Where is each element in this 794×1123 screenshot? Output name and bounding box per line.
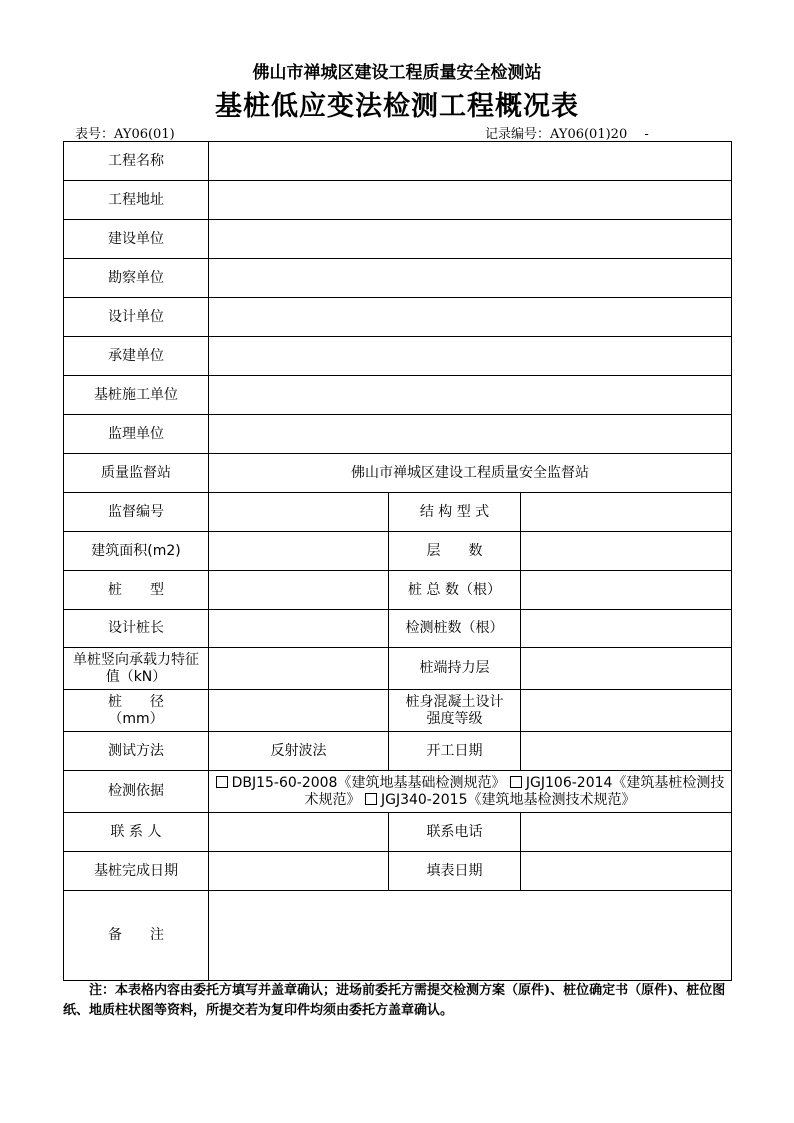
field-project-name[interactable]: [209, 142, 732, 181]
label-concrete-grade-line2: 强度等级: [426, 710, 483, 727]
label-design-length: 设计桩长: [64, 610, 209, 648]
project-overview-table: [63, 141, 732, 981]
label-project-name: 工程名称: [64, 142, 209, 181]
label-contractor: 承建单位: [64, 337, 209, 376]
field-pile-diameter[interactable]: [209, 690, 389, 732]
label-quality-station: 质量监督站: [64, 454, 209, 493]
value-quality-station: 佛山市禅城区建设工程质量安全监督站: [209, 454, 732, 493]
field-supervision-unit[interactable]: [209, 415, 732, 454]
field-structure-type[interactable]: [521, 493, 732, 532]
label-supervision-no: 监督编号: [64, 493, 209, 532]
label-concrete-grade-line1: 桩身混凝土设计: [405, 693, 504, 710]
label-pile-diameter-line1: 桩 径: [108, 693, 164, 710]
value-test-method: 反射波法: [209, 732, 389, 771]
field-completion-date[interactable]: [209, 852, 389, 891]
label-test-basis: 检测依据: [64, 771, 209, 813]
field-remarks[interactable]: [209, 891, 732, 981]
label-total-piles: 桩 总 数（根）: [389, 571, 521, 610]
label-test-method: 测试方法: [64, 732, 209, 771]
standard-jgj340-label: JGJ340-2015《建筑地基检测技术规范》: [380, 791, 636, 808]
field-pile-type[interactable]: [209, 571, 389, 610]
field-bearing-layer[interactable]: [521, 648, 732, 690]
footnote: 注：本表格内容由委托方填写并盖章确认；进场前委托方需提交检测方案（原件)、桩位确定书（原件)、桩位图纸、地质柱状图等资料，所提交若为复印件均须由委托方盖章确认。: [63, 983, 726, 1018]
label-pile-contractor: 基桩施工单位: [64, 376, 209, 415]
standard-jgj106-checkbox[interactable]: [510, 776, 522, 788]
form-title: 基桩低应变法检测工程概况表: [215, 91, 579, 122]
field-total-piles[interactable]: [521, 571, 732, 610]
standard-jgj106-label: JGJ106-2014《建筑基桩检测技术规范》: [304, 774, 725, 808]
label-project-address: 工程地址: [64, 181, 209, 220]
field-concrete-grade[interactable]: [521, 690, 732, 732]
label-tested-piles: 检测桩数（根）: [389, 610, 521, 648]
field-start-date[interactable]: [521, 732, 732, 771]
label-concrete-grade: [389, 690, 521, 732]
field-pile-contractor[interactable]: [209, 376, 732, 415]
label-fill-date: 填表日期: [389, 852, 521, 891]
field-construction-unit[interactable]: [209, 220, 732, 259]
field-floor-area[interactable]: [209, 532, 389, 571]
standard-jgj340-checkbox[interactable]: [365, 793, 377, 805]
label-contact: 联 系 人: [64, 813, 209, 852]
label-bearing-layer: 桩端持力层: [389, 648, 521, 690]
label-supervision-unit: 监理单位: [64, 415, 209, 454]
label-completion-date: 基桩完成日期: [64, 852, 209, 891]
label-start-date: 开工日期: [389, 732, 521, 771]
field-contractor[interactable]: [209, 337, 732, 376]
label-floor-area: 建筑面积(m2): [64, 532, 209, 571]
label-design-unit: 设计单位: [64, 298, 209, 337]
label-pile-type: 桩 型: [64, 571, 209, 610]
field-contact[interactable]: [209, 813, 389, 852]
label-survey-unit: 勘察单位: [64, 259, 209, 298]
field-design-unit[interactable]: [209, 298, 732, 337]
organization-name: 佛山市禅城区建设工程质量安全检测站: [252, 63, 542, 83]
field-floors[interactable]: [521, 532, 732, 571]
label-pile-diameter: [64, 690, 209, 732]
label-construction-unit: 建设单位: [64, 220, 209, 259]
label-pile-diameter-line2: （mm）: [108, 710, 164, 727]
field-design-length[interactable]: [209, 610, 389, 648]
field-survey-unit[interactable]: [209, 259, 732, 298]
field-fill-date[interactable]: [521, 852, 732, 891]
field-project-address[interactable]: [209, 181, 732, 220]
field-contact-phone[interactable]: [521, 813, 732, 852]
standard-dbj15-checkbox[interactable]: [216, 776, 228, 788]
record-number: 记录编号：AY06(01)20 -: [485, 127, 649, 142]
label-contact-phone: 联系电话: [389, 813, 521, 852]
field-bearing-capacity[interactable]: [209, 648, 389, 690]
field-tested-piles[interactable]: [521, 610, 732, 648]
label-bearing-capacity: 单桩竖向承载力特征值（kN）: [64, 648, 209, 690]
label-remarks: 备 注: [64, 891, 209, 981]
test-basis-options: [209, 771, 732, 813]
form-number: 表号：AY06(01): [75, 127, 175, 142]
standard-dbj15-label: DBJ15-60-2008《建筑地基基础检测规范》: [231, 774, 506, 791]
label-floors: 层 数: [389, 532, 521, 571]
field-supervision-no[interactable]: [209, 493, 389, 532]
label-structure-type: 结 构 型 式: [389, 493, 521, 532]
